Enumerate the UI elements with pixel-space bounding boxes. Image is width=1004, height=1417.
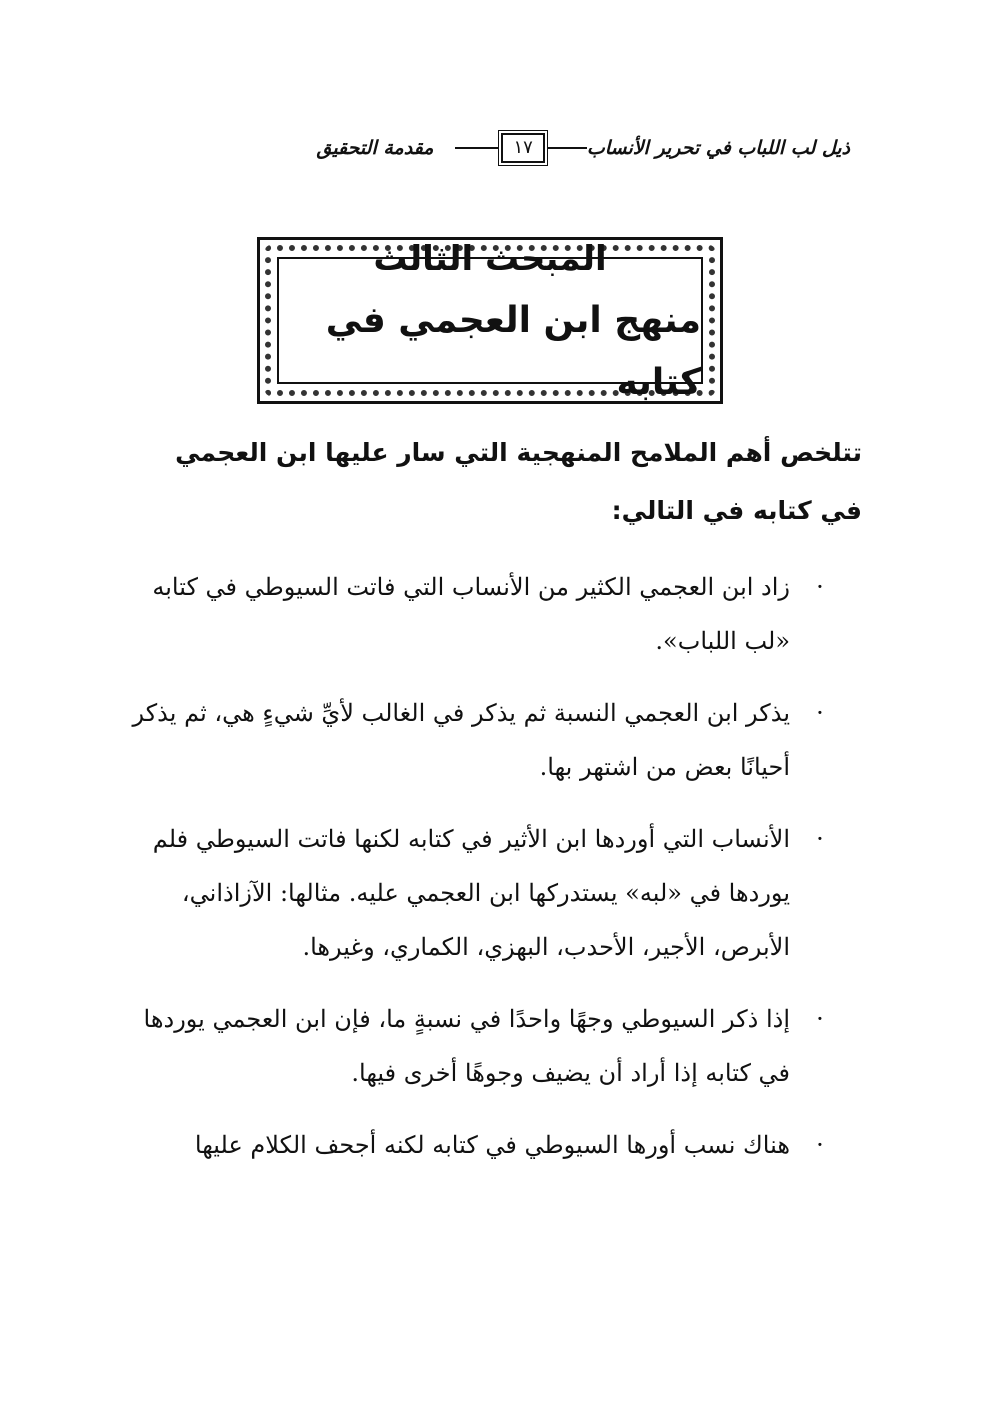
header-rule-right <box>455 147 499 149</box>
list-item <box>130 560 830 668</box>
list-item <box>130 812 830 974</box>
header-rule-left <box>547 147 587 149</box>
list-item-text: يذكر ابن العجمي النسبة ثم يذكر في الغالب لأيِّ شيءٍ هي، ثم يذكر أحيانًا بعض من اشتهر بها. <box>132 699 790 781</box>
bullet-marker: · <box>816 1131 824 1159</box>
list-item-text: هناك نسب أورها السيوطي في كتابه لكنه أجحف الكلام عليها <box>194 1131 790 1159</box>
list-item <box>130 686 830 794</box>
chapter-title: المبحث الثالث <box>373 238 607 279</box>
section-title: مقدمة التحقيق <box>316 137 434 159</box>
bullet-marker: · <box>816 1005 824 1033</box>
chapter-title-box <box>277 238 703 403</box>
list-item <box>130 992 830 1100</box>
bullet-marker: · <box>816 573 824 601</box>
bullet-marker: · <box>816 699 824 727</box>
bullet-list <box>130 560 830 1190</box>
chapter-title-frame <box>257 237 723 404</box>
list-item-text: زاد ابن العجمي الكثير من الأنساب التي فاتت السيوطي في كتابه «لب اللباب». <box>152 573 790 655</box>
list-item-text: إذا ذكر السيوطي وجهًا واحدًا في نسبةٍ ما، فإن ابن العجمي يوردها في كتابه إذا أراد أن يضيف وجوهًا أخرى فيها. <box>143 1005 790 1087</box>
bullet-marker: · <box>816 825 824 853</box>
running-header <box>150 128 850 168</box>
intro-paragraph: تتلخص أهم الملامح المنهجية التي سار عليها ابن العجمي في كتابه في التالي: <box>175 438 862 525</box>
list-item-text: الأنساب التي أوردها ابن الأثير في كتابه لكنها فاتت السيوطي فلم يوردها في «لبه» يستدركها ابن العجمي عليه. مثالها: الآزاذاني، الأبرص، الأجير، الأحدب، البهزي، الكماري، وغيرها. <box>152 825 790 961</box>
list-item <box>130 1118 830 1172</box>
book-title: ذيل لب اللباب في تحرير الأنساب <box>586 137 850 159</box>
chapter-subtitle: منهج ابن العجمي في كتابه <box>325 299 701 403</box>
page-number: ١٧ <box>501 133 544 163</box>
